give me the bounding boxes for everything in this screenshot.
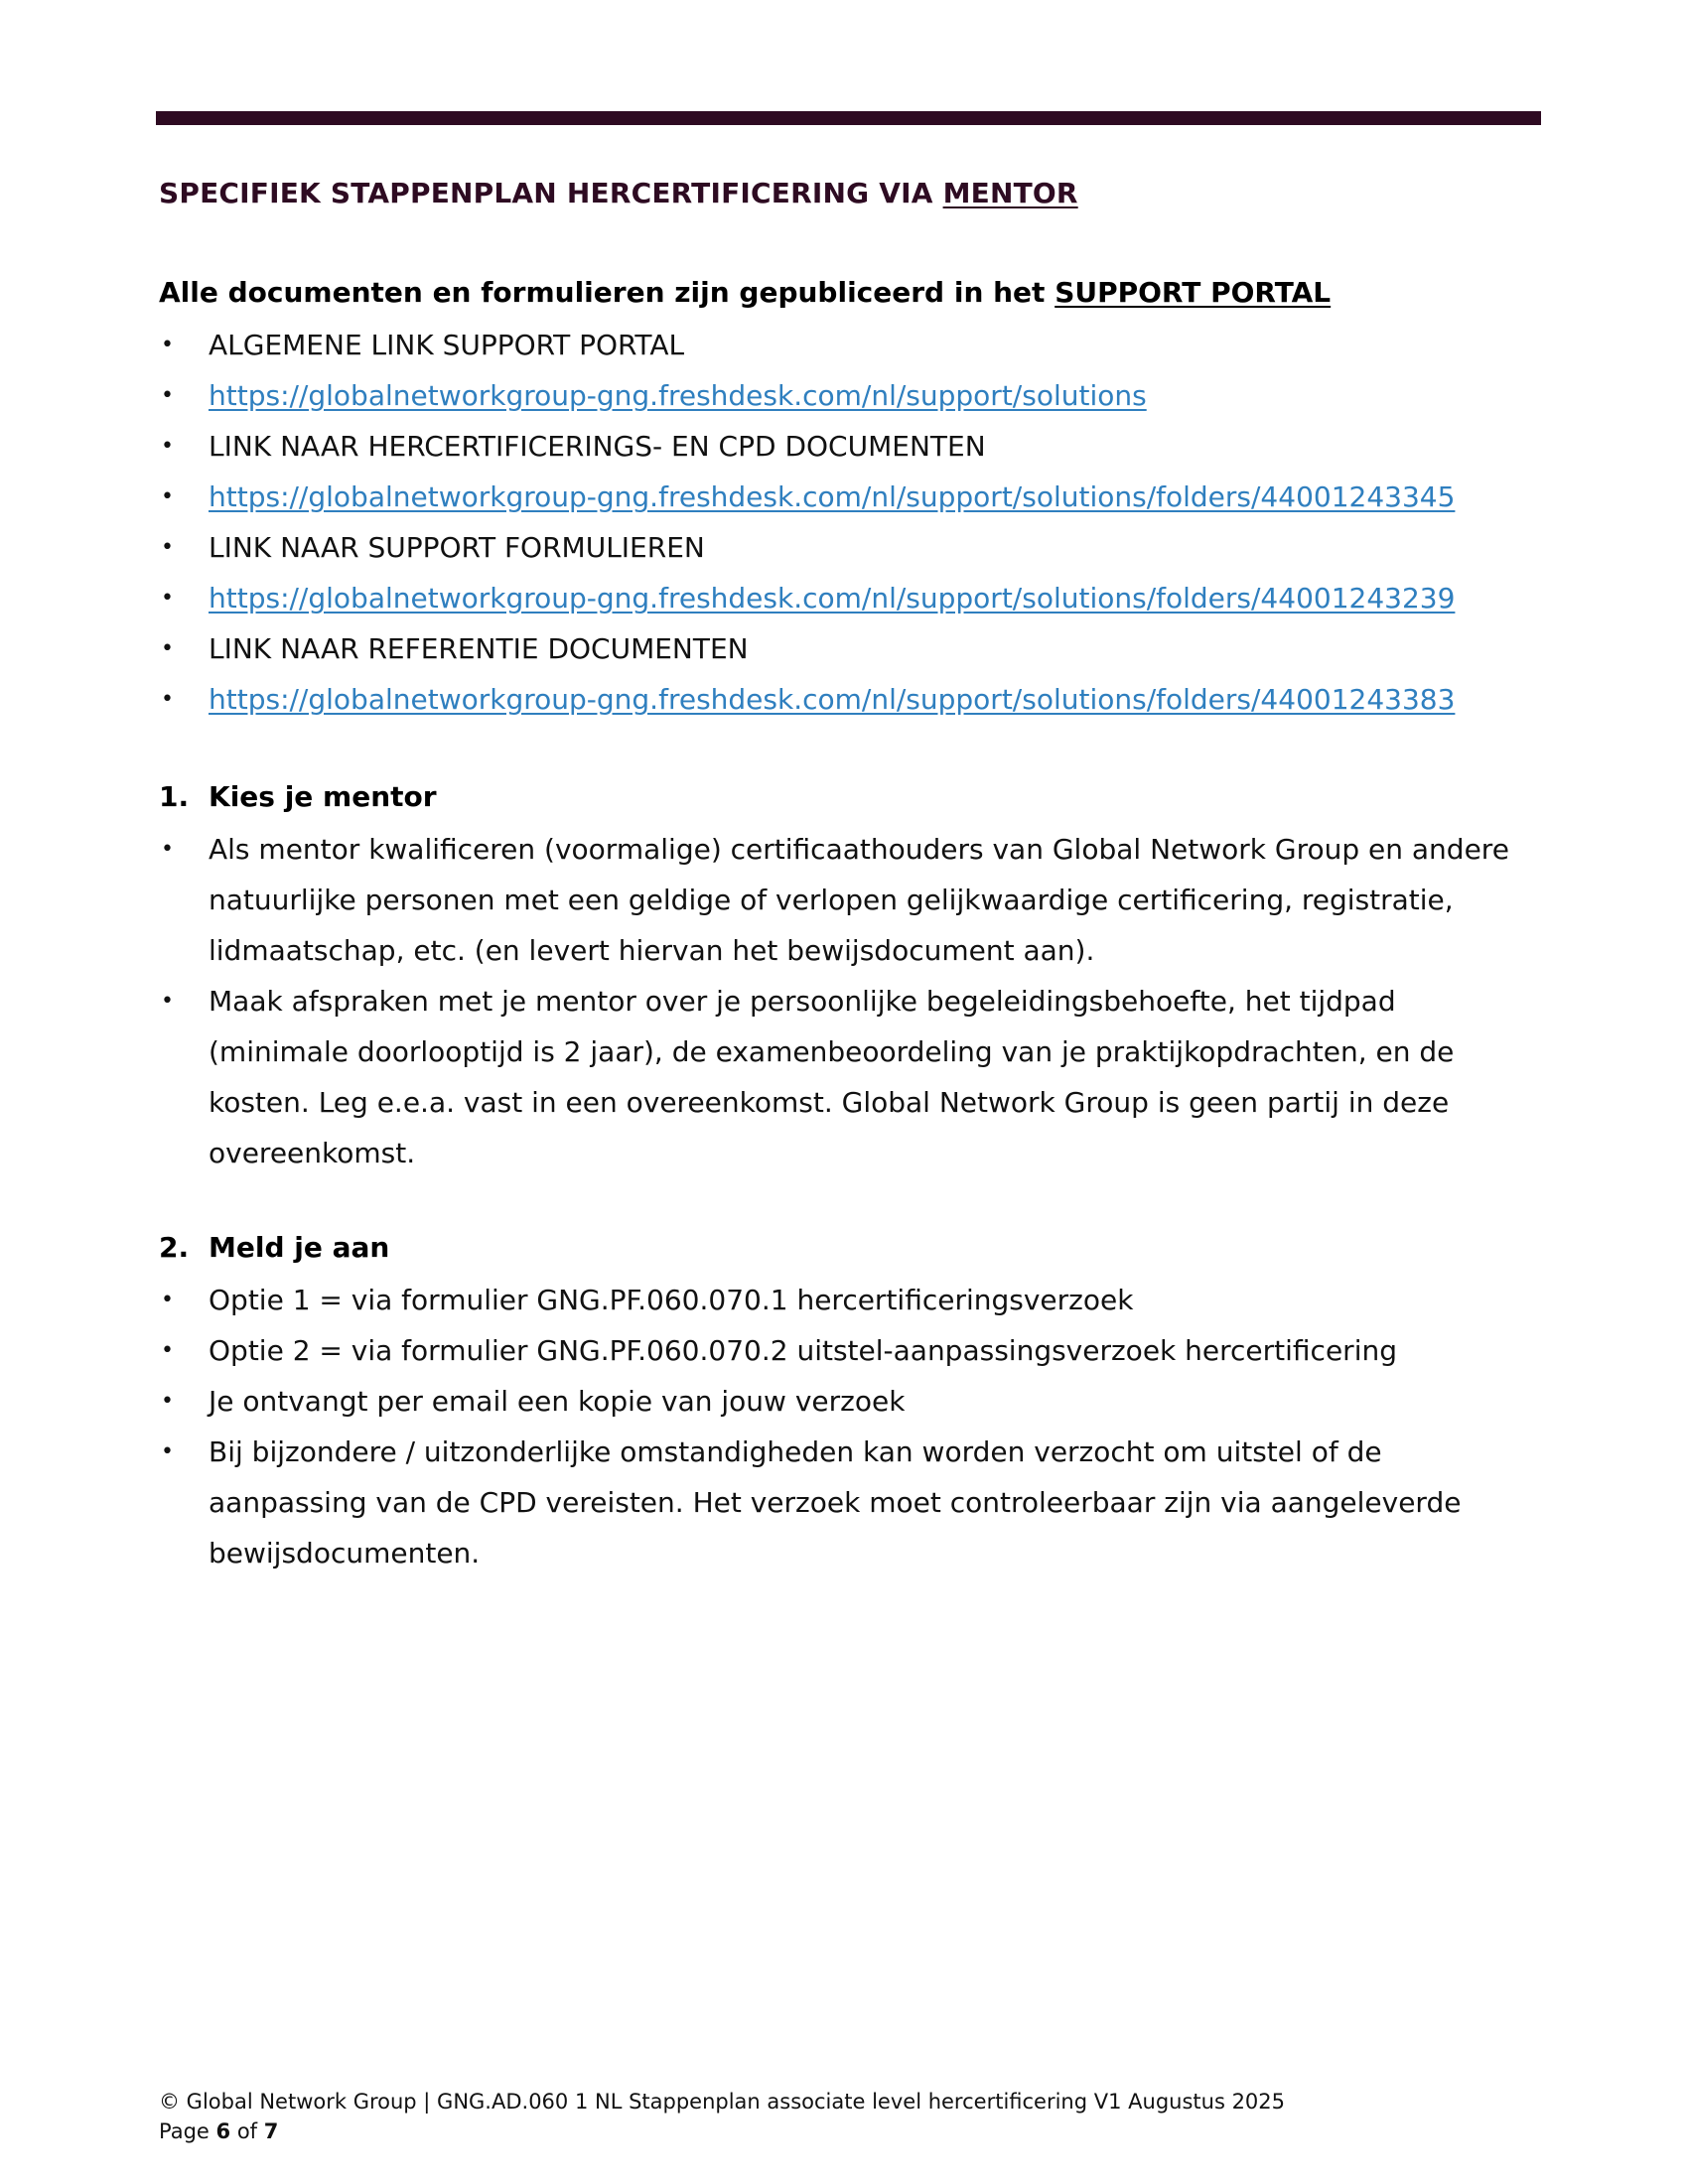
- page-current: 6: [215, 2119, 231, 2143]
- text-line: Optie 1 = via formulier GNG.PF.060.070.1 hercertificeringsverzoek: [209, 1284, 1134, 1316]
- page-number: [159, 2116, 1285, 2146]
- list-item: [159, 623, 1455, 674]
- page-title: [159, 177, 1078, 209]
- page-footer: [159, 2087, 1285, 2146]
- links-list: [159, 320, 1455, 725]
- section-1-heading: [159, 780, 437, 813]
- bullet-icon: •: [161, 687, 174, 712]
- bullet-icon: •: [161, 989, 174, 1014]
- section-number: 1.: [159, 780, 190, 813]
- page-prefix: Page: [159, 2119, 216, 2143]
- link-label: LINK NAAR SUPPORT FORMULIEREN: [209, 531, 705, 564]
- section-number: 2.: [159, 1231, 190, 1264]
- list-item: [159, 522, 1455, 573]
- title-underlined: MENTOR: [942, 177, 1078, 209]
- section-title: Kies je mentor: [209, 780, 437, 813]
- bullet-icon: •: [161, 1338, 174, 1363]
- bullet-icon: •: [161, 636, 174, 661]
- list-item: [159, 1325, 1549, 1376]
- text-line: overeenkomst.: [209, 1137, 416, 1169]
- list-item: [159, 320, 1455, 370]
- text-line: (minimale doorlooptijd is 2 jaar), de examenbeoordeling van je praktijkopdrachten, en de: [209, 1035, 1455, 1068]
- list-item: [159, 824, 1549, 976]
- list-item: [159, 674, 1455, 725]
- text-line: Je ontvangt per email een kopie van jouw verzoek: [209, 1385, 906, 1418]
- link-label: ALGEMENE LINK SUPPORT PORTAL: [209, 329, 685, 361]
- list-item: [159, 421, 1455, 472]
- text-line: Bij bijzondere / uitzonderlijke omstandigheden kan worden verzocht om uitstel of de: [209, 1435, 1382, 1468]
- intro-underlined: SUPPORT PORTAL: [1055, 276, 1332, 309]
- intro-text: [159, 276, 1331, 309]
- link-label: LINK NAAR REFERENTIE DOCUMENTEN: [209, 632, 749, 665]
- list-item: [159, 1376, 1549, 1427]
- bullet-icon: •: [161, 484, 174, 509]
- bullet-icon: •: [161, 1288, 174, 1312]
- list-item: [159, 370, 1455, 421]
- link-label: LINK NAAR HERCERTIFICERINGS- EN CPD DOCUMENTEN: [209, 430, 986, 463]
- text-line: aanpassing van de CPD vereisten. Het verzoek moet controleerbaar zijn via aangeleverde: [209, 1486, 1462, 1519]
- reference-documents-link[interactable]: https://globalnetworkgroup-gng.freshdesk.com/nl/support/solutions/folders/44001243383: [209, 683, 1456, 716]
- title-text: SPECIFIEK STAPPENPLAN HERCERTIFICERING VIA: [159, 177, 943, 209]
- bullet-icon: •: [161, 837, 174, 862]
- bullet-icon: •: [161, 586, 174, 611]
- list-item: [159, 1427, 1549, 1578]
- section-2-heading: [159, 1231, 389, 1264]
- text-line: lidmaatschap, etc. (en levert hiervan het bewijsdocument aan).: [209, 934, 1095, 967]
- bullet-icon: •: [161, 434, 174, 459]
- list-item: [159, 1275, 1549, 1325]
- bullet-icon: •: [161, 1439, 174, 1464]
- list-item: [159, 976, 1549, 1178]
- header-rule: [156, 111, 1541, 125]
- section-title: Meld je aan: [209, 1231, 390, 1264]
- text-line: natuurlijke personen met een geldige of verlopen gelijkwaardige certificering, registratie,: [209, 884, 1454, 916]
- text-line: Als mentor kwalificeren (voormalige) certificaathouders van Global Network Group en andere: [209, 833, 1509, 866]
- list-item: [159, 472, 1455, 522]
- footer-copyright: © Global Network Group | GNG.AD.060 1 NL Stappenplan associate level hercertificering V1 Augustus 2025: [159, 2090, 1286, 2114]
- section-2-list: [159, 1275, 1549, 1578]
- support-portal-link[interactable]: https://globalnetworkgroup-gng.freshdesk.com/nl/support/solutions: [209, 379, 1147, 412]
- text-line: Maak afspraken met je mentor over je persoonlijke begeleidingsbehoefte, het tijdpad: [209, 985, 1396, 1018]
- page-total: 7: [263, 2119, 279, 2143]
- text-line: bewijsdocumenten.: [209, 1537, 481, 1570]
- page-of: of: [230, 2119, 264, 2143]
- text-line: kosten. Leg e.e.a. vast in een overeenkomst. Global Network Group is geen partij in deze: [209, 1086, 1450, 1119]
- bullet-icon: •: [161, 383, 174, 408]
- bullet-icon: •: [161, 535, 174, 560]
- support-forms-link[interactable]: https://globalnetworkgroup-gng.freshdesk.com/nl/support/solutions/folders/44001243239: [209, 582, 1456, 614]
- list-item: [159, 573, 1455, 623]
- intro-prefix: Alle documenten en formulieren zijn gepubliceerd in het: [159, 276, 1055, 309]
- section-1-list: [159, 824, 1549, 1178]
- bullet-icon: •: [161, 1389, 174, 1414]
- cpd-documents-link[interactable]: https://globalnetworkgroup-gng.freshdesk.com/nl/support/solutions/folders/44001243345: [209, 480, 1456, 513]
- bullet-icon: •: [161, 333, 174, 357]
- text-line: Optie 2 = via formulier GNG.PF.060.070.2 uitstel-aanpassingsverzoek hercertificering: [209, 1334, 1397, 1367]
